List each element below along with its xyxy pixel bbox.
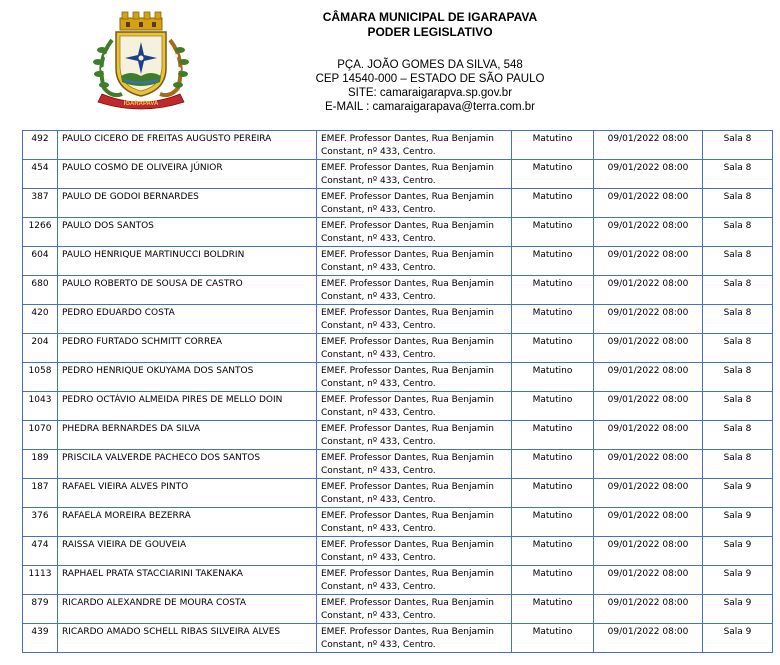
exam-location-addr2: Constant, nº 433, Centro.: [321, 350, 436, 360]
exam-shift-shift: Matutino: [532, 221, 573, 231]
candidate-name: [58, 479, 317, 508]
exam-shift: [512, 392, 594, 421]
exam-datetime-datetime: 09/01/2022 08:00: [607, 627, 689, 637]
exam-shift: [512, 218, 594, 247]
exam-shift: [512, 537, 594, 566]
candidate-name-name: RICARDO ALEXANDRE DE MOURA COSTA: [62, 598, 246, 608]
candidate-name: [58, 421, 317, 450]
candidate-name: [58, 276, 317, 305]
exam-shift-shift: Matutino: [532, 511, 573, 521]
exam-shift: [512, 624, 594, 653]
exam-datetime-datetime: 09/01/2022 08:00: [607, 395, 689, 405]
email: E-MAIL : camaraigarapava@terra.com.br: [324, 101, 535, 113]
candidate-name-name: RAPHAEL PRATA STACCIARINI TAKENAKA: [62, 569, 243, 579]
exam-room-room: Sala 8: [723, 308, 752, 318]
exam-location: [317, 537, 512, 566]
candidate-name-name: RAISSA VIEIRA DE GOUVEIA: [62, 540, 187, 550]
exam-room: [703, 160, 773, 189]
exam-datetime-datetime: 09/01/2022 08:00: [607, 221, 689, 231]
exam-room-room: Sala 8: [723, 250, 752, 260]
candidate-name: [58, 131, 317, 160]
exam-location-addr1: EMEF. Professor Dantes, Rua Benjamin: [321, 192, 494, 202]
registration-number: [23, 334, 58, 363]
candidate-name: [58, 392, 317, 421]
candidate-name-name: PEDRO HENRIQUE OKUYAMA DOS SANTOS: [62, 366, 254, 376]
exam-location-addr2: Constant, nº 433, Centro.: [321, 234, 436, 244]
candidate-name-name: PRISCILA VALVERDE PACHECO DOS SANTOS: [62, 453, 261, 463]
candidate-name: [58, 450, 317, 479]
exam-shift-shift: Matutino: [532, 192, 573, 202]
candidate-name-name: PAULO CICERO DE FREITAS AUGUSTO PEREIRA: [62, 134, 272, 144]
table-row: [23, 276, 773, 305]
exam-room: [703, 276, 773, 305]
exam-room: [703, 305, 773, 334]
candidate-name-name: PEDRO OCTÁVIO ALMEIDA PIRES DE MELLO DOIN: [62, 395, 283, 405]
exam-room: [703, 247, 773, 276]
exam-shift: [512, 189, 594, 218]
exam-shift-shift: Matutino: [532, 279, 573, 289]
registration-number: [23, 537, 58, 566]
registration-number: [23, 189, 58, 218]
website: SITE: camaraigarapva.sp.gov.br: [347, 87, 513, 99]
exam-room: [703, 508, 773, 537]
table-row: [23, 508, 773, 537]
exam-datetime: [594, 624, 703, 653]
candidate-name-name: PEDRO FURTADO SCHMITT CORREA: [62, 337, 223, 347]
exam-location-addr2: Constant, nº 433, Centro.: [321, 437, 436, 447]
candidate-name: [58, 218, 317, 247]
exam-datetime-datetime: 09/01/2022 08:00: [607, 366, 689, 376]
exam-datetime: [594, 566, 703, 595]
exam-datetime-datetime: 09/01/2022 08:00: [607, 569, 689, 579]
exam-shift-shift: Matutino: [532, 569, 573, 579]
candidate-name-name: PAULO ROBERTO DE SOUSA DE CASTRO: [62, 279, 243, 289]
exam-room-room: Sala 8: [723, 424, 752, 434]
exam-datetime-datetime: 09/01/2022 08:00: [607, 192, 689, 202]
exam-datetime: [594, 305, 703, 334]
candidate-name-name: PAULO DOS SANTOS: [62, 221, 154, 231]
exam-room: [703, 595, 773, 624]
exam-datetime-datetime: 09/01/2022 08:00: [607, 337, 689, 347]
exam-location: [317, 392, 512, 421]
exam-room: [703, 450, 773, 479]
exam-room-room: Sala 9: [723, 540, 752, 550]
exam-shift-shift: Matutino: [532, 163, 573, 173]
exam-shift: [512, 247, 594, 276]
registration-number-id: 1113: [28, 569, 52, 579]
table-row: [23, 566, 773, 595]
exam-shift-shift: Matutino: [532, 250, 573, 260]
exam-location-addr2: Constant, nº 433, Centro.: [321, 205, 436, 215]
exam-location-addr1: EMEF. Professor Dantes, Rua Benjamin: [321, 540, 494, 550]
candidate-name: [58, 508, 317, 537]
exam-shift-shift: Matutino: [532, 627, 573, 637]
candidate-name: [58, 189, 317, 218]
candidate-name: [58, 334, 317, 363]
registration-number: [23, 131, 58, 160]
exam-datetime-datetime: 09/01/2022 08:00: [607, 279, 689, 289]
exam-datetime: [594, 450, 703, 479]
registration-number-id: 204: [31, 337, 49, 347]
institution-line-1: CÂMARA MUNICIPAL DE IGARAPAVA: [322, 10, 538, 24]
registration-number: [23, 508, 58, 537]
exam-location-addr2: Constant, nº 433, Centro.: [321, 495, 436, 505]
registration-number: [23, 421, 58, 450]
exam-room-room: Sala 8: [723, 221, 752, 231]
exam-shift-shift: Matutino: [532, 366, 573, 376]
exam-shift-shift: Matutino: [532, 337, 573, 347]
exam-datetime: [594, 537, 703, 566]
exam-shift: [512, 421, 594, 450]
exam-location: [317, 566, 512, 595]
exam-location-addr2: Constant, nº 433, Centro.: [321, 524, 436, 534]
candidate-name: [58, 624, 317, 653]
exam-location-addr1: EMEF. Professor Dantes, Rua Benjamin: [321, 453, 494, 463]
exam-room-room: Sala 9: [723, 627, 752, 637]
coat-of-arms-logo: [88, 10, 194, 110]
exam-location: [317, 247, 512, 276]
table-row: [23, 537, 773, 566]
exam-datetime-datetime: 09/01/2022 08:00: [607, 540, 689, 550]
table-row: [23, 363, 773, 392]
exam-location: [317, 189, 512, 218]
registration-number: [23, 363, 58, 392]
exam-location-addr1: EMEF. Professor Dantes, Rua Benjamin: [321, 598, 494, 608]
exam-room: [703, 479, 773, 508]
candidate-name-name: PAULO HENRIQUE MARTINUCCI BOLDRIN: [62, 250, 245, 260]
registration-number-id: 187: [31, 482, 49, 492]
table-row: [23, 334, 773, 363]
exam-shift-shift: Matutino: [532, 453, 573, 463]
exam-shift: [512, 595, 594, 624]
exam-room: [703, 334, 773, 363]
exam-location-addr1: EMEF. Professor Dantes, Rua Benjamin: [321, 511, 494, 521]
svg-text:IGARAPAVA: IGARAPAVA: [123, 101, 159, 107]
exam-datetime: [594, 218, 703, 247]
exam-location-addr2: Constant, nº 433, Centro.: [321, 611, 436, 621]
registration-number-id: 474: [31, 540, 49, 550]
candidate-name: [58, 247, 317, 276]
exam-location-addr2: Constant, nº 433, Centro.: [321, 640, 436, 650]
exam-datetime-datetime: 09/01/2022 08:00: [607, 250, 689, 260]
registration-number-id: 680: [31, 279, 49, 289]
exam-datetime: [594, 363, 703, 392]
exam-datetime: [594, 160, 703, 189]
exam-location-addr2: Constant, nº 433, Centro.: [321, 176, 436, 186]
table-row: [23, 450, 773, 479]
exam-location-addr1: EMEF. Professor Dantes, Rua Benjamin: [321, 279, 494, 289]
exam-datetime: [594, 421, 703, 450]
exam-location-addr2: Constant, nº 433, Centro.: [321, 292, 436, 302]
registration-number-id: 189: [31, 453, 49, 463]
exam-room: [703, 131, 773, 160]
exam-shift: [512, 508, 594, 537]
exam-shift-shift: Matutino: [532, 482, 573, 492]
exam-location-addr2: Constant, nº 433, Centro.: [321, 263, 436, 273]
exam-location-addr1: EMEF. Professor Dantes, Rua Benjamin: [321, 366, 494, 376]
exam-datetime-datetime: 09/01/2022 08:00: [607, 453, 689, 463]
registration-number: [23, 595, 58, 624]
exam-location-addr1: EMEF. Professor Dantes, Rua Benjamin: [321, 569, 494, 579]
exam-datetime-datetime: 09/01/2022 08:00: [607, 598, 689, 608]
candidate-name-name: RAFAELA MOREIRA BEZERRA: [62, 511, 191, 521]
exam-room: [703, 392, 773, 421]
exam-shift: [512, 276, 594, 305]
exam-shift: [512, 479, 594, 508]
candidate-name-name: PEDRO EDUARDO COSTA: [62, 308, 175, 318]
exam-datetime: [594, 131, 703, 160]
exam-room-room: Sala 8: [723, 453, 752, 463]
registration-number: [23, 276, 58, 305]
exam-location: [317, 131, 512, 160]
exam-room: [703, 363, 773, 392]
table-row: [23, 479, 773, 508]
registration-number: [23, 305, 58, 334]
exam-location-addr1: EMEF. Professor Dantes, Rua Benjamin: [321, 395, 494, 405]
exam-datetime: [594, 595, 703, 624]
exam-location: [317, 421, 512, 450]
exam-room: [703, 218, 773, 247]
table-row: [23, 305, 773, 334]
exam-shift: [512, 450, 594, 479]
exam-shift: [512, 131, 594, 160]
candidate-name-name: RAFAEL VIEIRA ALVES PINTO: [62, 482, 189, 492]
document-header: [0, 0, 780, 130]
candidate-name-name: RICARDO AMADO SCHELL RIBAS SILVEIRA ALVES: [62, 627, 281, 637]
exam-shift: [512, 566, 594, 595]
exam-room-room: Sala 9: [723, 598, 752, 608]
exam-shift-shift: Matutino: [532, 540, 573, 550]
registration-number-id: 1266: [28, 221, 52, 231]
exam-room-room: Sala 8: [723, 192, 752, 202]
registration-number-id: 879: [31, 598, 49, 608]
registration-number: [23, 479, 58, 508]
candidate-name: [58, 566, 317, 595]
exam-location-addr1: EMEF. Professor Dantes, Rua Benjamin: [321, 221, 494, 231]
exam-location-addr1: EMEF. Professor Dantes, Rua Benjamin: [321, 250, 494, 260]
registration-number: [23, 160, 58, 189]
exam-room-room: Sala 8: [723, 366, 752, 376]
exam-room-room: Sala 8: [723, 279, 752, 289]
exam-datetime: [594, 392, 703, 421]
exam-room: [703, 421, 773, 450]
exam-shift: [512, 305, 594, 334]
exam-location: [317, 160, 512, 189]
exam-location-addr1: EMEF. Professor Dantes, Rua Benjamin: [321, 163, 494, 173]
exam-location: [317, 450, 512, 479]
registration-number: [23, 247, 58, 276]
candidate-name: [58, 537, 317, 566]
exam-location: [317, 595, 512, 624]
registration-number-id: 439: [31, 627, 49, 637]
exam-room: [703, 537, 773, 566]
registration-number-id: 454: [31, 163, 49, 173]
exam-shift-shift: Matutino: [532, 395, 573, 405]
exam-location: [317, 479, 512, 508]
registration-number: [23, 218, 58, 247]
exam-datetime: [594, 334, 703, 363]
table-row: [23, 624, 773, 653]
exam-location: [317, 305, 512, 334]
candidate-name: [58, 305, 317, 334]
exam-datetime-datetime: 09/01/2022 08:00: [607, 163, 689, 173]
candidate-name-name: PAULO DE GODOI BERNARDES: [62, 192, 199, 202]
table-row: [23, 189, 773, 218]
candidate-table-body: [23, 131, 773, 653]
exam-datetime: [594, 276, 703, 305]
registration-number-id: 1058: [28, 366, 52, 376]
table-row: [23, 392, 773, 421]
candidate-name-name: PHEDRA BERNARDES DA SILVA: [62, 424, 201, 434]
exam-location-addr2: Constant, nº 433, Centro.: [321, 147, 436, 157]
exam-location-addr1: EMEF. Professor Dantes, Rua Benjamin: [321, 482, 494, 492]
exam-room-room: Sala 8: [723, 163, 752, 173]
exam-room-room: Sala 9: [723, 569, 752, 579]
registration-number-id: 420: [31, 308, 49, 318]
exam-datetime-datetime: 09/01/2022 08:00: [607, 482, 689, 492]
exam-location: [317, 624, 512, 653]
exam-datetime: [594, 508, 703, 537]
contact-block: [280, 58, 580, 114]
registration-number-id: 604: [31, 250, 49, 260]
table-row: [23, 218, 773, 247]
exam-location-addr2: Constant, nº 433, Centro.: [321, 582, 436, 592]
registration-number-id: 376: [31, 511, 49, 521]
registration-number-id: 492: [31, 134, 49, 144]
exam-location-addr1: EMEF. Professor Dantes, Rua Benjamin: [321, 134, 494, 144]
exam-datetime-datetime: 09/01/2022 08:00: [607, 308, 689, 318]
exam-shift: [512, 334, 594, 363]
exam-datetime-datetime: 09/01/2022 08:00: [607, 511, 689, 521]
exam-location-addr1: EMEF. Professor Dantes, Rua Benjamin: [321, 627, 494, 637]
registration-number-id: 1070: [28, 424, 52, 434]
exam-location: [317, 276, 512, 305]
exam-location: [317, 363, 512, 392]
exam-location: [317, 508, 512, 537]
exam-room-room: Sala 9: [723, 511, 752, 521]
exam-room-room: Sala 8: [723, 134, 752, 144]
exam-datetime: [594, 247, 703, 276]
table-row: [23, 131, 773, 160]
exam-location-addr1: EMEF. Professor Dantes, Rua Benjamin: [321, 424, 494, 434]
registration-number: [23, 450, 58, 479]
candidate-table: [22, 130, 773, 653]
table-row: [23, 595, 773, 624]
exam-location: [317, 218, 512, 247]
exam-location-addr2: Constant, nº 433, Centro.: [321, 466, 436, 476]
exam-room-room: Sala 8: [723, 337, 752, 347]
exam-location-addr2: Constant, nº 433, Centro.: [321, 379, 436, 389]
exam-datetime-datetime: 09/01/2022 08:00: [607, 134, 689, 144]
exam-location-addr2: Constant, nº 433, Centro.: [321, 553, 436, 563]
exam-location: [317, 334, 512, 363]
registration-number: [23, 624, 58, 653]
registration-number-id: 1043: [28, 395, 52, 405]
exam-shift-shift: Matutino: [532, 598, 573, 608]
table-row: [23, 160, 773, 189]
postal-code: CEP 14540-000 – ESTADO DE SÃO PAULO: [315, 73, 545, 85]
institution-line-2: PODER LEGISLATIVO: [367, 25, 493, 39]
exam-datetime-datetime: 09/01/2022 08:00: [607, 424, 689, 434]
exam-shift-shift: Matutino: [532, 424, 573, 434]
exam-room: [703, 189, 773, 218]
candidate-name: [58, 595, 317, 624]
institution-name: [280, 10, 580, 40]
exam-location-addr2: Constant, nº 433, Centro.: [321, 321, 436, 331]
exam-shift: [512, 160, 594, 189]
exam-datetime: [594, 479, 703, 508]
exam-room-room: Sala 9: [723, 482, 752, 492]
exam-shift-shift: Matutino: [532, 308, 573, 318]
exam-shift: [512, 363, 594, 392]
exam-room: [703, 624, 773, 653]
street-address: PÇA. JOÃO GOMES DA SILVA, 548: [337, 59, 523, 71]
exam-location-addr1: EMEF. Professor Dantes, Rua Benjamin: [321, 308, 494, 318]
registration-number: [23, 566, 58, 595]
exam-location-addr1: EMEF. Professor Dantes, Rua Benjamin: [321, 337, 494, 347]
candidate-name-name: PAULO COSMO DE OLIVEIRA JÚNIOR: [62, 163, 223, 173]
candidate-name: [58, 363, 317, 392]
exam-location-addr2: Constant, nº 433, Centro.: [321, 408, 436, 418]
candidate-name: [58, 160, 317, 189]
exam-room-room: Sala 8: [723, 395, 752, 405]
exam-room: [703, 566, 773, 595]
exam-datetime: [594, 189, 703, 218]
table-row: [23, 247, 773, 276]
registration-number: [23, 392, 58, 421]
table-row: [23, 421, 773, 450]
registration-number-id: 387: [31, 192, 49, 202]
exam-shift-shift: Matutino: [532, 134, 573, 144]
